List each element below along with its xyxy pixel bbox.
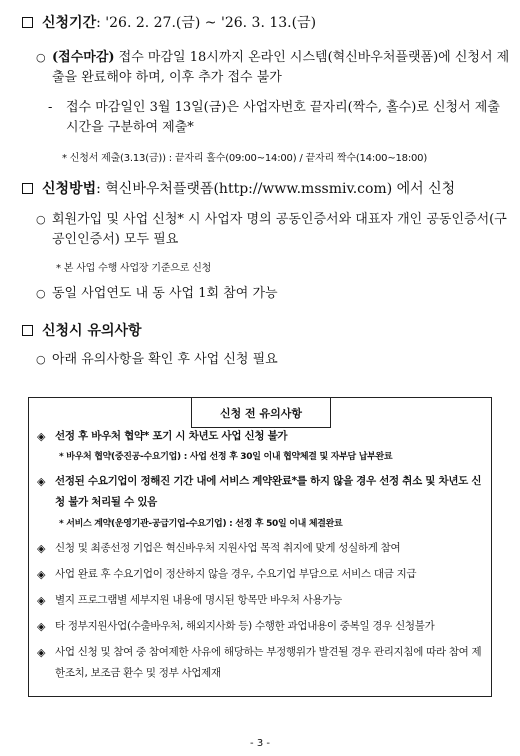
caution-item xyxy=(37,564,485,585)
caution-item xyxy=(37,538,485,559)
checkbox-square-icon xyxy=(22,17,33,28)
dash-bullet-icon: - xyxy=(48,100,53,115)
bullet-text: 회원가입 및 사업 신청* 시 사업자 명의 공동인증서와 대표자 개인 공동인증서(구 공인인증서) 모두 필요 xyxy=(52,212,507,247)
caution-item xyxy=(37,642,485,684)
caution-item-text: 선정 후 바우처 협약* 포기 시 차년도 사업 신청 불가 xyxy=(55,430,288,442)
section-heading-method xyxy=(22,178,455,198)
diamond-bullet-icon: ◈ xyxy=(37,620,46,633)
section-title: 신청방법 xyxy=(42,181,97,197)
period-note: * 신청서 제출(3.13(금)) : 끝자리 홀수(09:00~14:00) / 끝자리 짝수(14:00~18:00) xyxy=(62,153,428,164)
section-heading-period xyxy=(22,12,316,32)
page-number: - 3 - xyxy=(250,738,270,749)
period-dash-item xyxy=(48,98,510,138)
bullet-text xyxy=(52,48,512,88)
diamond-bullet-icon: ◈ xyxy=(37,430,46,443)
method-bullet-1 xyxy=(36,210,512,250)
caution-item-text: 사업 신청 및 참여 중 참여제한 사유에 해당하는 부정행위가 발견될 경우 관리지침에 따라 참여 제한조치, 보조금 환수 및 정부 사업제재 xyxy=(55,646,482,679)
caution-item xyxy=(37,471,485,513)
caution-box-title: 신청 전 유의사항 xyxy=(191,398,331,428)
bullet-text: 아래 유의사항을 확인 후 사업 신청 필요 xyxy=(52,352,278,367)
diamond-bullet-icon: ◈ xyxy=(37,542,46,555)
caution-item-text: 선정된 수요기업이 정해진 기간 내에 서비스 계약완료*를 하지 않을 경우 선정 취소 및 차년도 신청 불가 처리될 수 있음 xyxy=(55,475,482,508)
checkbox-square-icon xyxy=(22,325,33,336)
caution-item-text: 사업 완료 후 수요기업이 정산하지 않을 경우, 수요기업 부담으로 서비스 대금 지급 xyxy=(55,568,417,580)
bullet-text: 동일 사업연도 내 동 사업 1회 참여 가능 xyxy=(52,286,278,301)
bullet-body: 접수 마감일 18시까지 온라인 시스템(혁신바우처플랫폼)에 신청서 제출을 완료해야 하며, 이후 추가 접수 불가 xyxy=(52,50,510,85)
circle-bullet-icon: ○ xyxy=(36,213,46,226)
caution-item xyxy=(37,426,485,447)
diamond-bullet-icon: ◈ xyxy=(37,475,46,488)
caution-item-text: 타 정부지원사업(수출바우처, 해외지사화 등) 수행한 과업내용이 중복일 경우 신청불가 xyxy=(55,620,435,632)
diamond-bullet-icon: ◈ xyxy=(37,646,46,659)
caution-item-text: 별지 프로그램별 세부지원 내용에 명시된 항목만 바우처 사용가능 xyxy=(55,594,343,606)
section-heading-caution xyxy=(22,320,142,340)
circle-bullet-icon: ○ xyxy=(36,51,46,64)
caution-sub-note: * 바우처 협약(중진공-수요기업) : 사업 선정 후 30일 이내 협약체결 및 자부담 납부완료 xyxy=(59,452,393,462)
dash-text: 접수 마감일인 3월 13일(금)은 사업자번호 끝자리(짝수, 홀수)로 신청서 제출 시간을 구분하여 제출* xyxy=(66,100,500,135)
caution-box xyxy=(28,397,492,697)
caution-bullet xyxy=(36,350,512,370)
diamond-bullet-icon: ◈ xyxy=(37,594,46,607)
caution-sub-note: * 서비스 계약(운영기관-공급기업-수요기업) : 선정 후 50일 이내 체결완료 xyxy=(59,519,343,529)
bullet-bold: (접수마감) xyxy=(52,50,115,65)
checkbox-square-icon xyxy=(22,183,33,194)
section-tail: : 혁신바우처플랫폼(http://www.mssmiv.com) 에서 신청 xyxy=(96,181,456,197)
circle-bullet-icon: ○ xyxy=(36,287,46,300)
method-bullet-2 xyxy=(36,284,512,304)
section-tail: : '26. 2. 27.(금) ~ '26. 3. 13.(금) xyxy=(96,15,317,31)
caution-item xyxy=(37,590,485,611)
section-title: 신청시 유의사항 xyxy=(42,323,142,339)
caution-item xyxy=(37,616,485,637)
caution-item-text: 신청 및 최종선정 기업은 혁신바우처 지원사업 목적 취지에 맞게 성실하게 참여 xyxy=(55,542,401,554)
method-note: * 본 사업 수행 사업장 기준으로 신청 xyxy=(56,263,212,274)
period-bullet xyxy=(36,48,512,88)
circle-bullet-icon: ○ xyxy=(36,353,46,366)
diamond-bullet-icon: ◈ xyxy=(37,568,46,581)
section-title: 신청기간 xyxy=(42,15,97,31)
